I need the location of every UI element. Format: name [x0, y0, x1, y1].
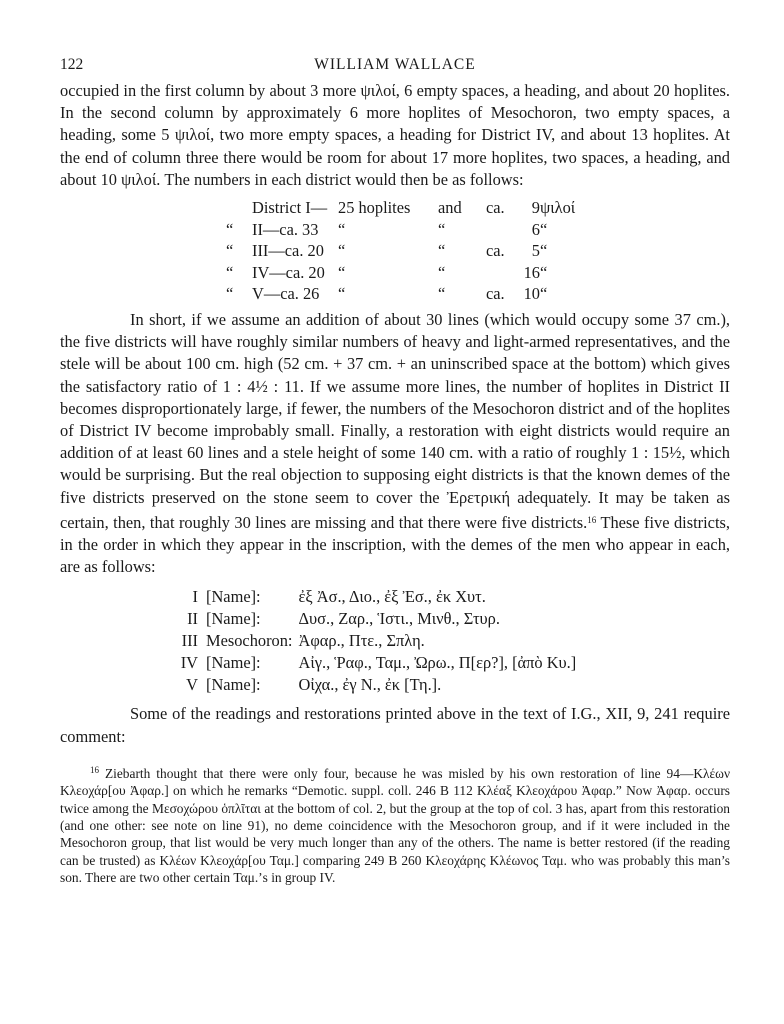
tally-q: “ — [226, 284, 234, 304]
tally-district: II—ca. 33 — [252, 219, 319, 239]
footnote — [60, 762, 730, 887]
running-title: WILLIAM WALLACE — [314, 56, 476, 73]
deme-row — [170, 674, 576, 696]
tally-q2: and — [438, 198, 462, 218]
deme-num: V — [186, 674, 198, 694]
tally-row — [226, 283, 575, 305]
tally-q2: “ — [438, 262, 446, 282]
tally-hoplites: “ — [338, 241, 346, 261]
paragraph-1: occupied in the first column by about 3 more ψιλοί, 6 empty spaces, a heading, and about 20 hoplites. In the second column by approximately 6 more hoplites of Mesochoron, two empty spaces, a heading, some 5 ψιλοί, two more empty spaces, a heading for District IV, and about 13 hoplites. At the end of column three there would be room for about 17 more hoplites, two spaces, a heading, and about 10 ψιλοί. The numbers in each district would then be as follows: — [60, 81, 730, 189]
tally-psil_label: “ — [540, 262, 548, 282]
footnote-text: Ziebarth thought that there were only four, because he was misled by his own restoration of line 94—Κλέων Κλεοχάρ[ου Ἀφαρ.] on which he remarks “Demotic. suppl. coll. 246 B 112 Κλέαξ Κλεοχάρου Ἀφαρ.” Now Ἀφαρ. occurs twice among the Μεσοχώρου ὁπλῖται at the bottom of col. 2, but the group at the top of col. 3 has, apart from this restoration (and one other: see note on line 91), no deme coincidence with the Mesochoron group, and if it were included in the Mesochoron group, that list would be very much longer than any of the others. The name is better restored (if the reading can be trusted) as Κλέων Κλεοχάρ[ου Ταμ.] comparing 249 B 260 Κλεοχάρης Κλέωνος Ταμ. who was probably this man’s son. There are two other certain Ταμ.’s in group IV. — [60, 765, 730, 886]
deme-list: Δυσ., Ζαρ., Ἱστι., Μινθ., Στυρ. — [298, 609, 500, 629]
paragraph-2-text-a: In short, if we assume an addition of about 30 lines (which would occupy some 37 cm.), the five districts will have roughly similar numbers of heavy and light-armed representatives, and the stele will be about 100 cm. high (52 cm. + 37 cm. + an uninscribed space at the bottom) which gives the satisfactory ratio of 1 : 4½ : 11. If we assume more lines, the number of hoplites in District II becomes disproportionately large, if fewer, the numbers of the Mesochoron district and of the hoplites of District IV become improbably small. Finally, a restoration with eight districts would require an addition of at least 60 lines and a stele height of some 140 cm. with a ratio of roughly 1 : 15½, which would be surprising. But the real objection to supposing eight districts is that the known demes of the five districts preserved on the stone seem to cover the Ἐρετρική adequately. It may be taken as certain, then, that roughly 30 lines are missing and that there were five districts. — [60, 309, 730, 532]
tally-hoplites: “ — [338, 262, 346, 282]
tally-q2: “ — [438, 241, 446, 261]
tally-q: “ — [226, 262, 234, 282]
paragraph-2-text-b: These five districts, in the order in which they appear in the inscription, with the demes of the men who appear in each, are as follows: — [60, 512, 730, 577]
page — [60, 50, 730, 887]
tally-q2: “ — [438, 284, 446, 304]
deme-name: [Name]: — [206, 674, 261, 694]
tally-q3: ca. — [486, 284, 505, 304]
tally-hoplites: “ — [338, 219, 346, 239]
tally-q: “ — [226, 219, 234, 239]
deme-name: Mesochoron: — [206, 631, 293, 651]
tally-psiloi: 16 — [523, 262, 540, 282]
tally-q: “ — [226, 241, 234, 261]
tally-district: District I— — [252, 198, 328, 218]
tally-q2: “ — [438, 219, 446, 239]
page-header — [60, 50, 730, 80]
deme-row — [170, 652, 576, 674]
tally-row — [226, 240, 575, 262]
footnote-ref: 16 — [587, 514, 597, 525]
footnote-number: 16 — [90, 764, 99, 775]
tally-q3 — [486, 262, 508, 284]
tally-row — [226, 262, 575, 284]
tally-row — [226, 219, 575, 241]
tally-hoplites: 25 hoplites — [338, 198, 411, 218]
tally-row — [226, 197, 575, 219]
deme-list: Οἰχα., ἐγ Ν., ἐκ [Τη.]. — [298, 674, 442, 694]
deme-name: [Name]: — [206, 652, 261, 672]
district-tally-table — [226, 197, 575, 305]
deme-list: ἐξ Ἀσ., Διο., ἐξ Ἐσ., ἐκ Χυτ. — [298, 587, 486, 607]
deme-num: IV — [180, 652, 198, 672]
tally-q3: ca. — [486, 241, 505, 261]
page-number: 122 — [60, 56, 84, 73]
tally-q — [226, 197, 252, 219]
tally-psil_label: ψιλοί — [540, 198, 576, 218]
tally-psiloi: 10 — [523, 284, 540, 304]
deme-name: [Name]: — [206, 609, 261, 629]
deme-num: III — [181, 631, 198, 651]
paragraph-3: Some of the readings and restorations printed above in the text of I.G., XII, 9, 241 require comment: — [60, 704, 730, 746]
tally-district: IV—ca. 20 — [252, 262, 325, 282]
deme-num: I — [192, 587, 198, 607]
deme-num: II — [187, 609, 198, 629]
tally-psil_label: “ — [540, 219, 548, 239]
deme-row — [170, 608, 576, 630]
tally-district: V—ca. 26 — [252, 284, 320, 304]
tally-psiloi: 5 — [531, 241, 540, 261]
tally-psiloi: 6 — [531, 219, 540, 239]
tally-district: III—ca. 20 — [252, 241, 324, 261]
deme-list: Ἀφαρ., Πτε., Σπλη. — [298, 631, 425, 651]
tally-hoplites: “ — [338, 284, 346, 304]
tally-q3 — [486, 219, 508, 241]
deme-list: Αἰγ., Ῥαφ., Ταμ., Ὠρω., Π[ερ?], [ἀπὸ Κυ.] — [298, 652, 577, 672]
demes-table — [170, 586, 576, 695]
tally-psil_label: “ — [540, 241, 548, 261]
tally-q3: ca. — [486, 198, 505, 218]
deme-row — [170, 630, 576, 652]
paragraph-2 — [60, 309, 730, 578]
deme-row — [170, 586, 576, 608]
tally-psil_label: “ — [540, 284, 548, 304]
tally-psiloi: 9 — [531, 198, 540, 218]
deme-name: [Name]: — [206, 587, 261, 607]
